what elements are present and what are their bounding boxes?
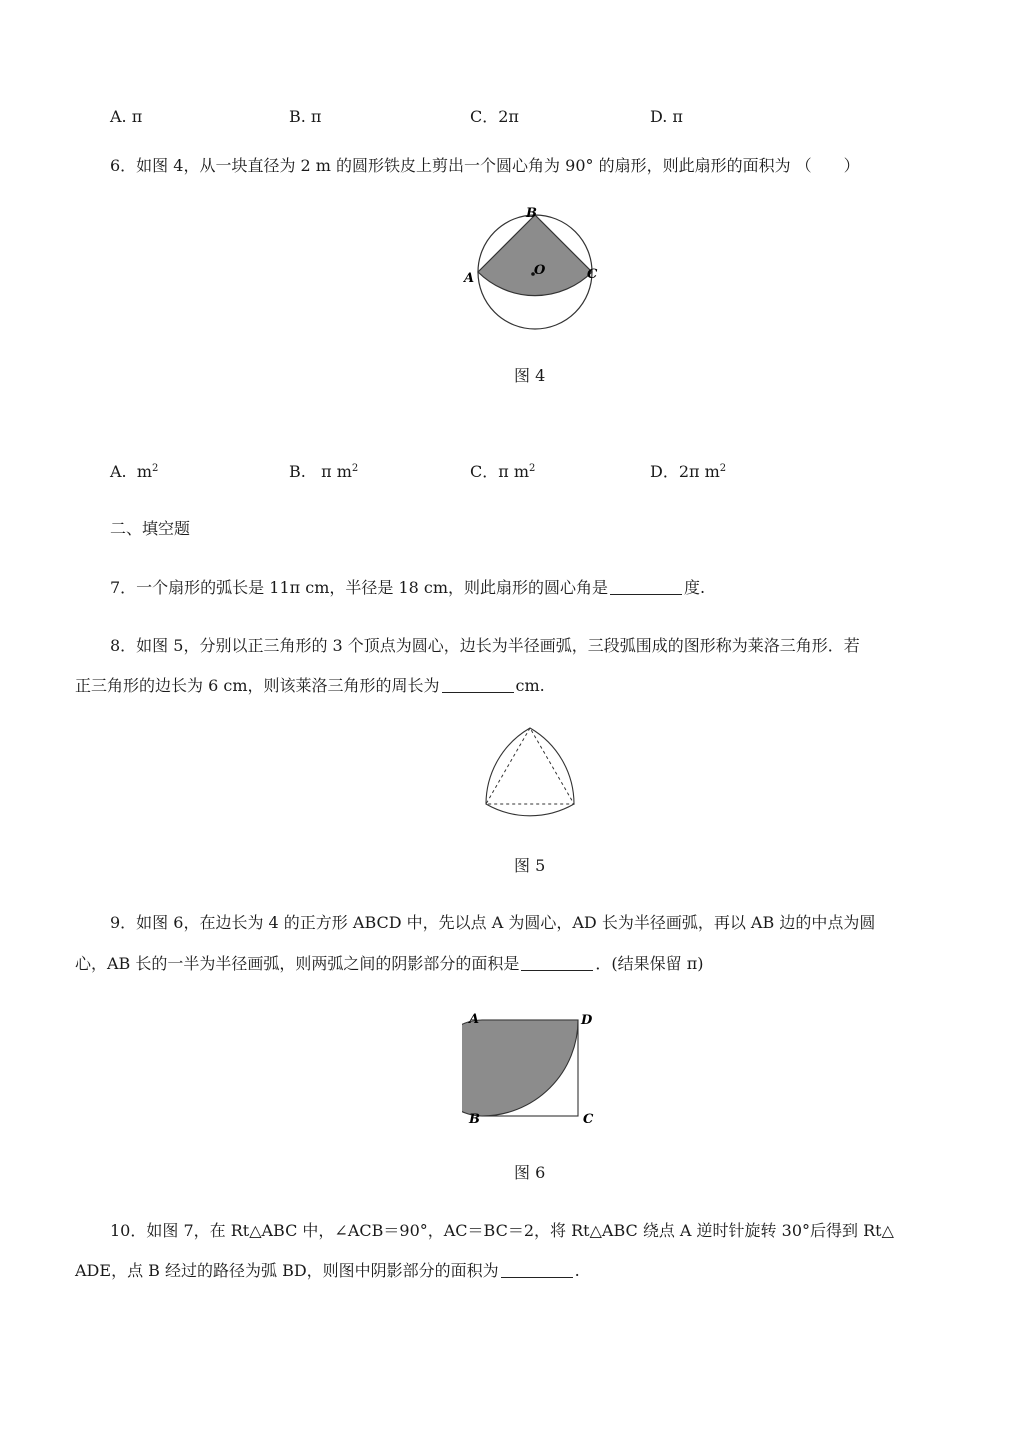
q9-line-2: 心，AB 长的一半为半径画弧，则两弧之间的阴影部分的面积是 ．(结果保留 π): [75, 954, 704, 973]
q9-answer-blank: [521, 954, 593, 971]
q7-question: 7．一个扇形的弧长是 11π cm，半径是 18 cm，则此扇形的圆心角是 度.: [110, 578, 706, 597]
q10-line-2: ADE，点 B 经过的路径为弧 BD，则图中阴影部分的面积为 .: [75, 1261, 580, 1280]
fig4-label-b: B: [526, 206, 537, 221]
q5-option-b: B. π: [289, 107, 322, 126]
fig4-label-c: C: [587, 267, 598, 282]
figure-5-caption: 图 5: [514, 856, 546, 875]
q10-line-1: 10．如图 7，在 Rt△ABC 中，∠ACB＝90°，AC＝BC＝2，将 Rt△ABC 绕点 A 逆时针旋转 30°后得到 Rt△: [110, 1221, 894, 1240]
q10-answer-blank: [501, 1261, 573, 1278]
q6-option-d: D．2π $m^2$: [650, 462, 727, 481]
fig6-label-d: D: [581, 1013, 593, 1028]
fig6-label-c: C: [583, 1112, 594, 1127]
fig6-label-a: A: [469, 1012, 480, 1027]
q5-option-c: C．2π: [470, 107, 519, 126]
figure-6: [462, 1005, 607, 1135]
figure-4-caption: 图 4: [514, 366, 546, 385]
figure-4: [455, 200, 615, 335]
figure-6-caption: 图 6: [514, 1163, 546, 1182]
fig4-label-a: A: [464, 271, 475, 286]
fig5-dashed-triangle: [486, 728, 574, 804]
q8-line-1: 8．如图 5，分别以正三角形的 3 个顶点为圆心，边长为半径画弧，三段弧围成的图形称为莱洛三角形．若: [110, 636, 860, 655]
q7-answer-blank: [610, 578, 682, 595]
fig6-label-b: B: [469, 1112, 480, 1127]
q6-option-c: C．π $m^2$: [470, 462, 536, 481]
q8-line-2: 正三角形的边长为 6 cm，则该莱洛三角形的周长为 cm.: [75, 676, 545, 695]
fig5-reuleaux-outline: [486, 728, 574, 816]
q5-option-d: D. π: [650, 107, 683, 126]
q9-line-1: 9．如图 6，在边长为 4 的正方形 ABCD 中，先以点 A 为圆心，AD 长为半径画弧，再以 AB 边的中点为圆: [110, 913, 876, 932]
fig4-label-o: O: [534, 263, 546, 278]
q6-question-text: 6．如图 4，从一块直径为 2 m 的圆形铁皮上剪出一个圆心角为 90° 的扇形，则此扇形的面积为 （ ）: [110, 156, 860, 175]
fig6-shaded-region: [462, 1020, 578, 1116]
q5-option-a: A. π: [110, 107, 143, 126]
q8-answer-blank: [442, 676, 514, 693]
q6-option-a: A. $m^2$: [110, 462, 159, 481]
q6-option-b: B. π $m^2$: [289, 462, 359, 481]
fig4-shaded-sector: [478, 215, 592, 296]
section-heading-fill-in: 二、填空题: [110, 519, 191, 538]
figure-5: [450, 720, 610, 830]
